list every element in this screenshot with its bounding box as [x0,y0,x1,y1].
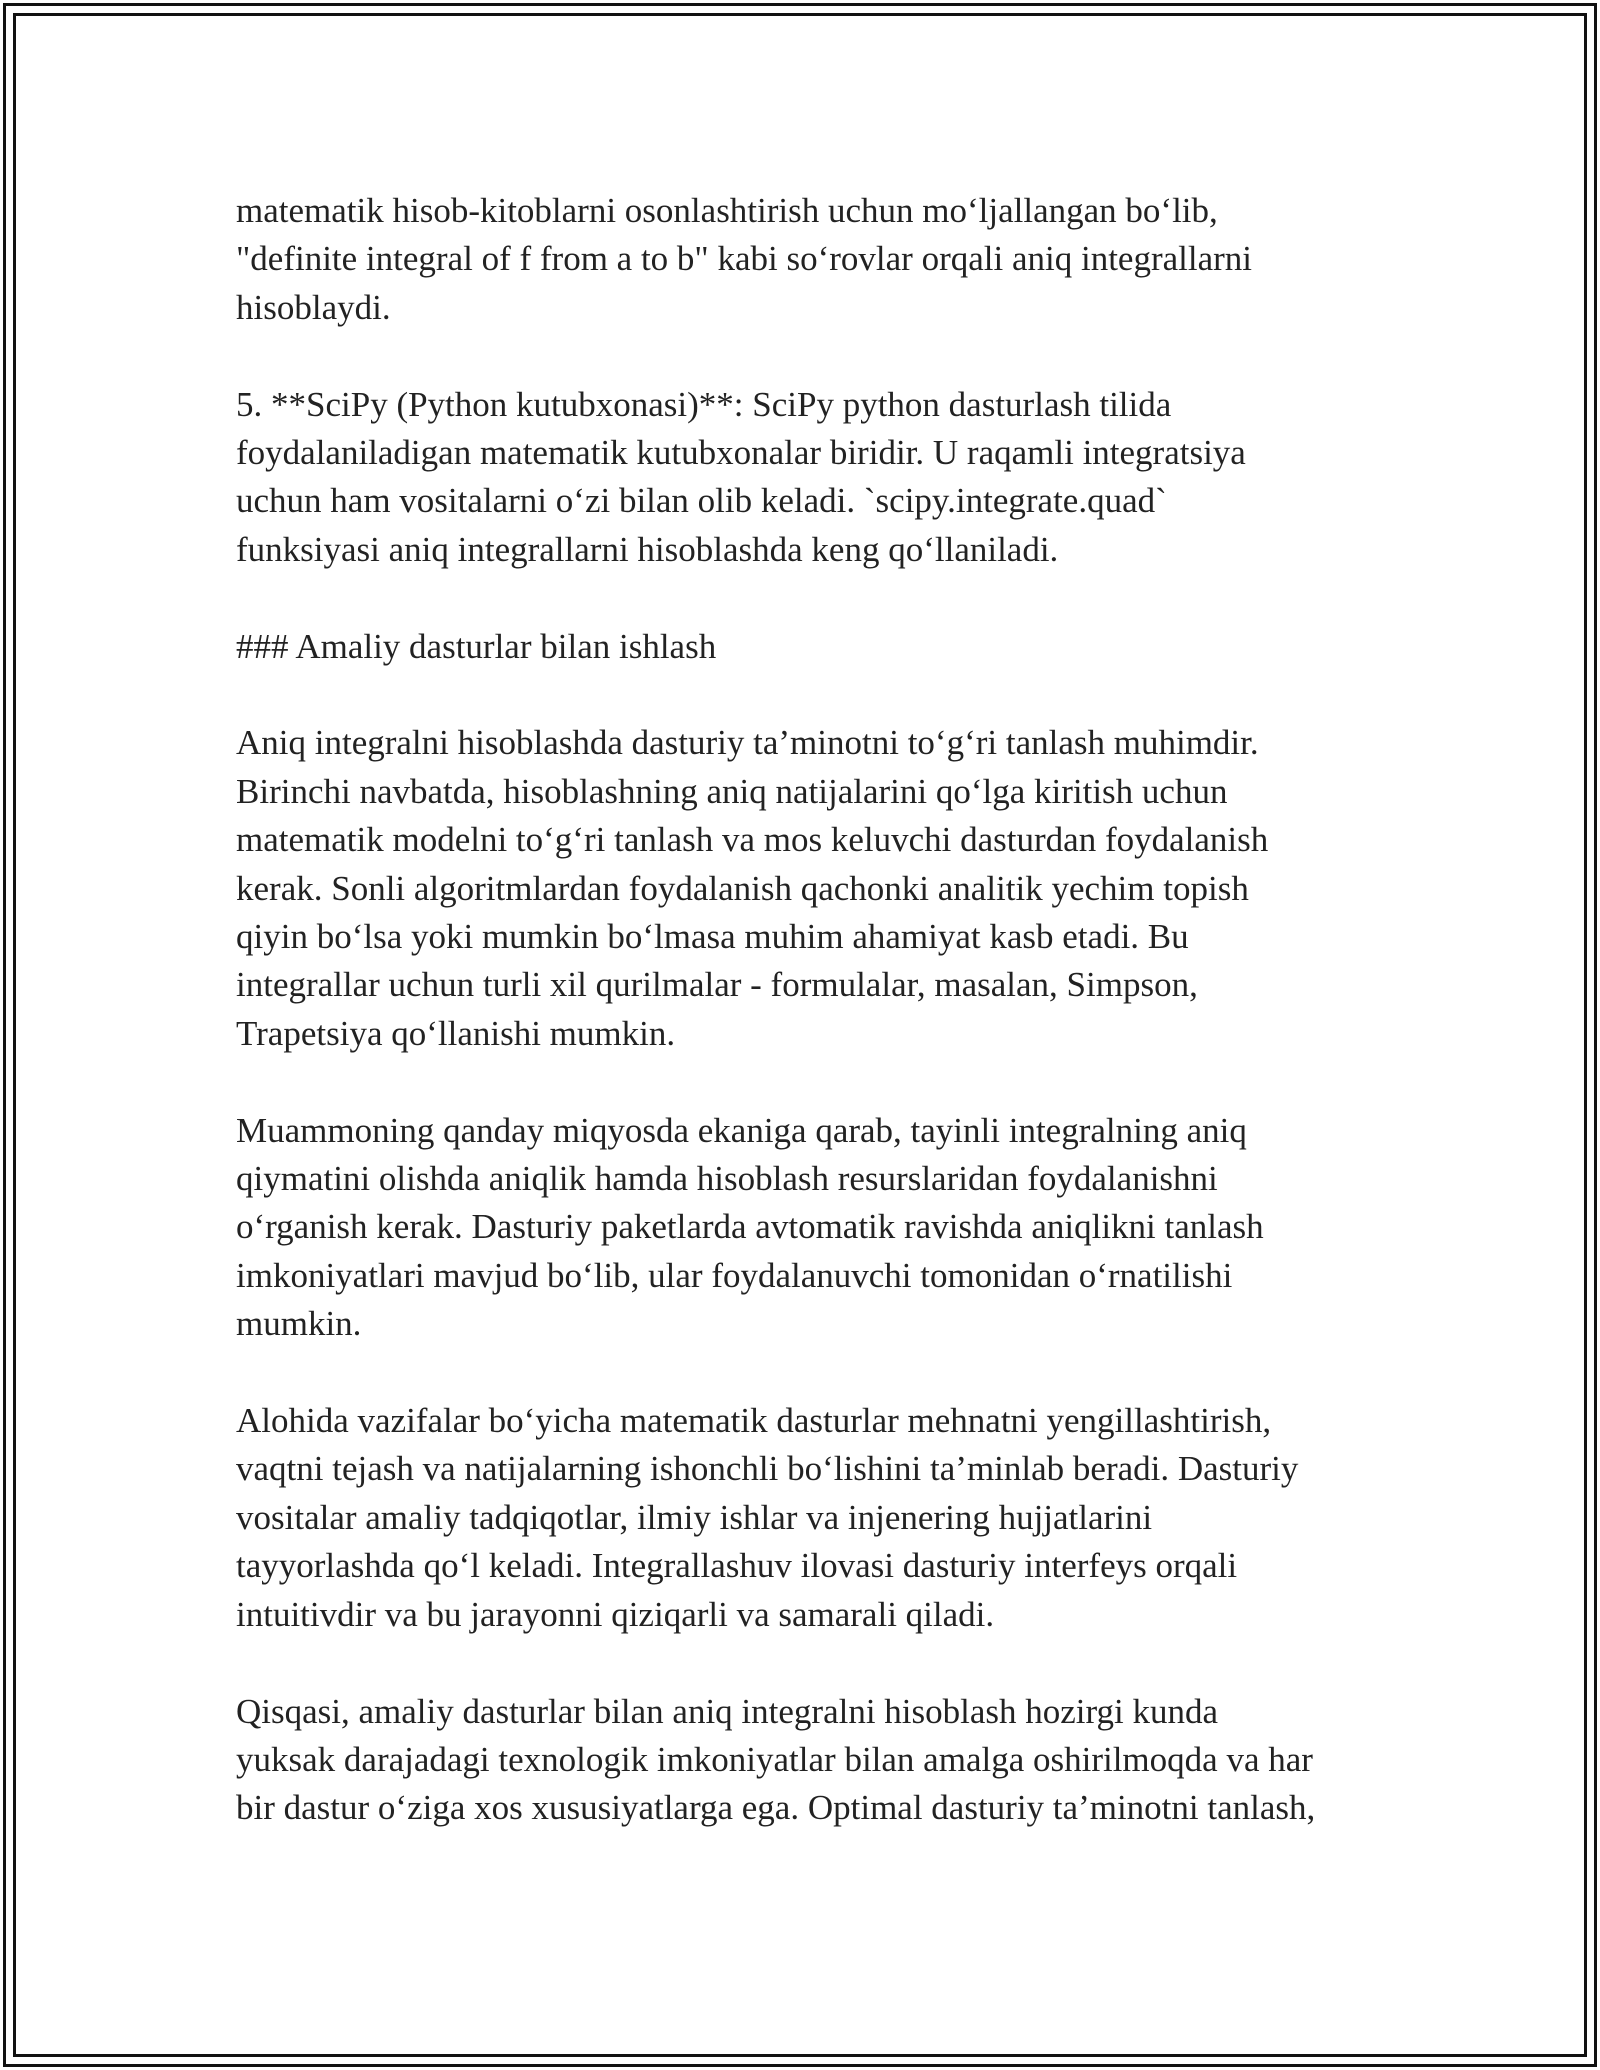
paragraph-software-choice: Aniq integralni hisoblashda dasturiy ta’minotni to‘g‘ri tanlash muhimdir. Birinchi navbatda, hisoblashning aniq natijalarini qo‘lga kiritish uchun matematik modelni to‘g‘ri tanlash va mos keluvchi dasturdan foydalanish kerak. Sonli algoritmlardan foydalanish qachonki analitik yechim topish qiyin bo‘lsa yoki mumkin bo‘lmasa muhim ahamiyat kasb etadi. Bu integrallar uchun turli xil qurilmalar - formulalar, masalan, Simpson, Trapetsiya qo‘llanishi mumkin. [236,723,1269,1053]
paragraph-accuracy: Muammoning qanday miqyosda ekaniga qarab, tayinli integralning aniq qiymatini olishda aniqlik hamda hisoblash resurslaridan foydalanishni o‘rganish kerak. Dasturiy paketlarda avtomatik ravishda aniqlikni tanlash imkoniyatlari mavjud bo‘lib, ular foydalanuvchi tomonidan o‘rnatilishi mumkin. [236,1110,1264,1344]
document-body [236,187,1386,1881]
section-heading-amaliy-dasturlar: ### Amaliy dasturlar bilan ishlash [236,626,717,666]
paragraph-task-benefits: Alohida vazifalar bo‘yicha matematik dasturlar mehnatni yengillashtirish, vaqtni tejash va natijalarning ishonchli bo‘lishini ta’minlab beradi. Dasturiy vositalar amaliy tadqiqotlar, ilmiy ishlar va injenering hujjatlarini tayyorlashda qo‘l keladi. Integrallashuv ilovasi dasturiy interfeys orqali intuitivdir va bu jarayonni qiziqarli va samarali qiladi. [236,1401,1299,1634]
paragraph-intro-continuation: matematik hisob-kitoblarni osonlashtirish uchun mo‘ljallangan bo‘lib, "definite integral of f from a to b" kabi so‘rovlar orqali aniq integrallarni hisoblaydi. [236,191,1253,327]
paragraph-scipy-item: 5. **SciPy (Python kutubxonasi)**: SciPy python dasturlash tilida foydalaniladigan matematik kutubxonalar biridir. U raqamli integratsiya uchun ham vositalarni o‘zi bilan olib keladi. `scipy.integrate.quad` funksiyasi aniq integrallarni hisoblashda keng qo‘llaniladi. [236,384,1246,569]
paragraph-summary: Qisqasi, amaliy dasturlar bilan aniq integralni hisoblash hozirgi kunda yuksak darajadagi texnologik imkoniyatlar bilan amalga oshirilmoqda va har bir dastur o‘ziga xos xususiyatlarga ega. Optimal dasturiy ta’minotni tanlash, [236,1691,1316,1828]
